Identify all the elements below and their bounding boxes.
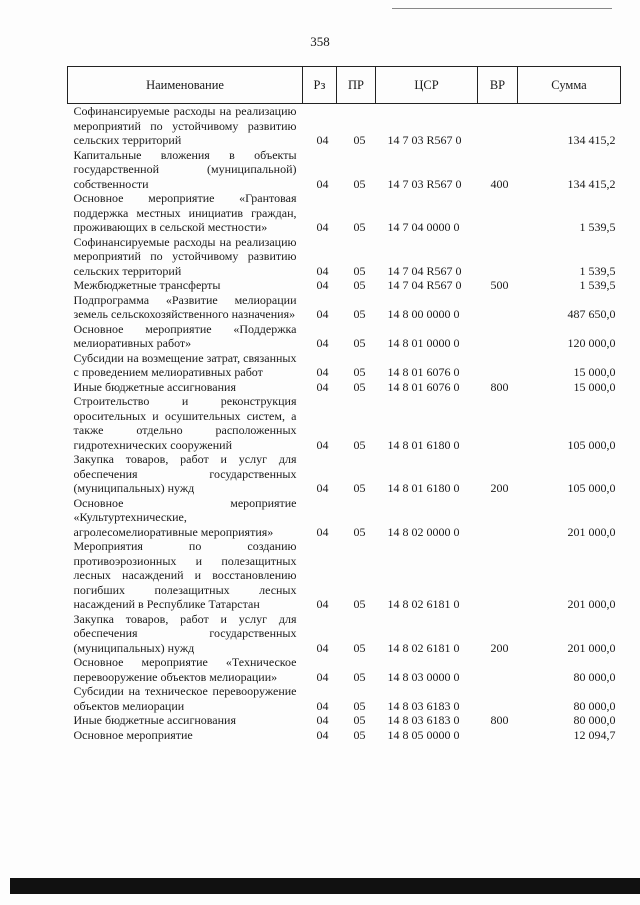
cell-csr: 14 7 04 R567 0 <box>387 278 462 292</box>
cell-csr: 14 8 03 6183 0 <box>387 698 460 713</box>
cell-name: Основное мероприятие «Грантовая поддержка местных инициатив граждан, проживающих в сельской местности» <box>73 191 297 234</box>
cell-vr: 800 <box>490 713 509 727</box>
cell-sum: 80 000,0 <box>573 698 616 713</box>
cell-vr: 200 <box>490 640 509 655</box>
cell-sum: 201 000,0 <box>567 640 616 655</box>
cell-csr: 14 8 01 6180 0 <box>387 437 460 452</box>
cell-name: Подпрограмма «Развитие мелиорации земель сельскохозяйственного назначения» <box>73 292 297 321</box>
cell-rz: 04 <box>316 278 329 292</box>
cell-csr: 14 7 03 R567 0 <box>387 133 462 147</box>
cell-pr: 05 <box>353 437 366 452</box>
cell-csr: 14 8 02 6181 0 <box>387 640 460 655</box>
cell-sum: 1 539,5 <box>579 263 616 278</box>
cell-name: Субсидии на возмещение затрат, связанных с проведением мелиоративных работ <box>73 350 297 379</box>
cell-vr <box>478 655 518 684</box>
table-row <box>68 539 621 612</box>
cell-sum: 1 539,5 <box>579 278 616 292</box>
top-rule <box>392 8 612 9</box>
cell-name: Основное мероприятие «Поддержка мелиоративных работ» <box>73 321 297 350</box>
cell-sum: 134 415,2 <box>567 133 616 147</box>
header-rz: Рз <box>303 67 337 104</box>
cell-csr: 14 8 01 6076 0 <box>387 365 460 379</box>
cell-sum: 134 415,2 <box>567 176 616 191</box>
table-row <box>68 655 621 684</box>
table-row <box>68 684 621 713</box>
cell-vr <box>478 191 518 235</box>
cell-sum: 201 000,0 <box>567 524 616 539</box>
cell-pr: 05 <box>353 336 366 350</box>
cell-sum: 1 539,5 <box>579 220 616 234</box>
table-row <box>68 452 621 496</box>
cell-csr: 14 8 03 6183 0 <box>387 713 460 727</box>
cell-rz: 04 <box>316 263 329 278</box>
cell-vr <box>478 394 518 452</box>
cell-csr: 14 8 00 0000 0 <box>387 307 460 321</box>
cell-name: Межбюджетные трансферты <box>73 278 221 292</box>
cell-vr <box>478 104 518 148</box>
cell-name: Мероприятия по созданию противоэрозионных и полезащитных лесных насаждений и восстановлению погибших полезащитных лесных насаждений в Республике Татарстан <box>73 539 297 611</box>
cell-pr: 05 <box>353 727 366 742</box>
table-row <box>68 278 621 293</box>
cell-rz: 04 <box>316 220 329 234</box>
cell-rz: 04 <box>316 176 329 191</box>
cell-pr: 05 <box>353 524 366 539</box>
cell-vr <box>478 539 518 612</box>
cell-csr: 14 7 03 R567 0 <box>387 176 462 191</box>
cell-name: Субсидии на техническое перевооружение объектов мелиорации <box>73 684 297 713</box>
cell-name: Основное мероприятие «Культуртехнические, агролесомелиоративные мероприятия» <box>73 495 297 539</box>
page-number: 358 <box>310 34 330 49</box>
cell-name: Иные бюджетные ассигнования <box>73 379 236 394</box>
cell-name: Основное мероприятие «Техническое перевооружение объектов мелиорации» <box>73 655 297 684</box>
header-pr: ПР <box>337 67 376 104</box>
cell-vr <box>478 496 518 540</box>
cell-csr: 14 8 01 6180 0 <box>387 481 460 495</box>
cell-pr: 05 <box>353 176 366 191</box>
cell-vr <box>478 293 518 322</box>
table-row <box>68 394 621 452</box>
cell-csr: 14 8 01 6076 0 <box>387 379 460 394</box>
cell-pr: 05 <box>353 698 366 713</box>
cell-pr: 05 <box>353 220 366 234</box>
cell-sum: 80 000,0 <box>573 669 616 684</box>
table-row <box>68 728 621 743</box>
cell-vr <box>478 351 518 380</box>
cell-csr: 14 8 03 0000 0 <box>387 669 460 684</box>
cell-sum: 12 094,7 <box>573 727 616 742</box>
cell-rz: 04 <box>316 640 329 655</box>
cell-name: Софинансируемые расходы на реализацию мероприятий по устойчивому развитию сельских территорий <box>73 234 297 278</box>
cell-rz: 04 <box>316 597 329 611</box>
table-row <box>68 322 621 351</box>
cell-name: Строительство и реконструкция оросительных и осушительных систем, а также отдельно расположенных гидротехнических сооружений <box>73 394 297 452</box>
cell-csr: 14 7 04 0000 0 <box>387 220 460 234</box>
cell-vr <box>478 728 518 743</box>
cell-pr: 05 <box>353 307 366 321</box>
cell-vr <box>478 322 518 351</box>
cell-sum: 120 000,0 <box>567 336 616 350</box>
cell-pr: 05 <box>353 263 366 278</box>
cell-name: Закупка товаров, работ и услуг для обеспечения государственных (муниципальных) нужд <box>73 452 297 495</box>
cell-sum: 15 000,0 <box>573 365 616 379</box>
cell-name: Капитальные вложения в объекты государственной (муниципальной) собственности <box>73 147 297 191</box>
cell-vr: 400 <box>490 176 509 191</box>
cell-sum: 80 000,0 <box>573 713 616 727</box>
header-name: Наименование <box>68 67 303 104</box>
table-row <box>68 713 621 728</box>
cell-vr <box>478 235 518 279</box>
table-row <box>68 104 621 148</box>
cell-rz: 04 <box>316 481 329 495</box>
table-row <box>68 148 621 192</box>
cell-rz: 04 <box>316 307 329 321</box>
cell-csr: 14 8 05 0000 0 <box>387 727 460 742</box>
cell-name: Иные бюджетные ассигнования <box>73 713 236 727</box>
table-row <box>68 191 621 235</box>
cell-name: Основное мероприятие <box>73 727 193 742</box>
cell-rz: 04 <box>316 524 329 539</box>
cell-rz: 04 <box>316 698 329 713</box>
cell-csr: 14 7 04 R567 0 <box>387 263 462 278</box>
cell-pr: 05 <box>353 597 366 611</box>
cell-sum: 201 000,0 <box>567 597 616 611</box>
table-row <box>68 380 621 395</box>
cell-vr: 500 <box>490 278 509 292</box>
table-header-row <box>68 67 621 104</box>
table-row <box>68 293 621 322</box>
table-row <box>68 351 621 380</box>
header-csr: ЦСР <box>376 67 478 104</box>
header-sum: Сумма <box>518 67 621 104</box>
budget-table <box>67 66 621 742</box>
cell-pr: 05 <box>353 278 366 292</box>
scan-bottom-edge <box>10 878 640 894</box>
table-body <box>68 104 621 743</box>
cell-pr: 05 <box>353 713 366 727</box>
table-row <box>68 235 621 279</box>
cell-rz: 04 <box>316 437 329 452</box>
cell-pr: 05 <box>353 481 366 495</box>
cell-rz: 04 <box>316 133 329 147</box>
cell-rz: 04 <box>316 379 329 394</box>
cell-rz: 04 <box>316 336 329 350</box>
cell-csr: 14 8 02 0000 0 <box>387 524 460 539</box>
cell-pr: 05 <box>353 133 366 147</box>
cell-vr <box>478 684 518 713</box>
table-row <box>68 612 621 656</box>
cell-sum: 105 000,0 <box>567 437 616 452</box>
cell-pr: 05 <box>353 669 366 684</box>
cell-sum: 105 000,0 <box>567 481 616 495</box>
cell-csr: 14 8 02 6181 0 <box>387 597 460 611</box>
cell-pr: 05 <box>353 379 366 394</box>
cell-name: Софинансируемые расходы на реализацию мероприятий по устойчивому развитию сельских территорий <box>73 104 297 147</box>
cell-csr: 14 8 01 0000 0 <box>387 336 460 350</box>
table-row <box>68 496 621 540</box>
cell-rz: 04 <box>316 727 329 742</box>
header-vr: ВР <box>478 67 518 104</box>
cell-sum: 15 000,0 <box>573 379 616 394</box>
cell-pr: 05 <box>353 640 366 655</box>
cell-rz: 04 <box>316 365 329 379</box>
cell-vr: 200 <box>490 481 509 495</box>
cell-vr: 800 <box>490 379 509 394</box>
cell-sum: 487 650,0 <box>567 307 616 321</box>
cell-name: Закупка товаров, работ и услуг для обеспечения государственных (муниципальных) нужд <box>73 611 297 655</box>
cell-rz: 04 <box>316 713 329 727</box>
cell-rz: 04 <box>316 669 329 684</box>
cell-pr: 05 <box>353 365 366 379</box>
